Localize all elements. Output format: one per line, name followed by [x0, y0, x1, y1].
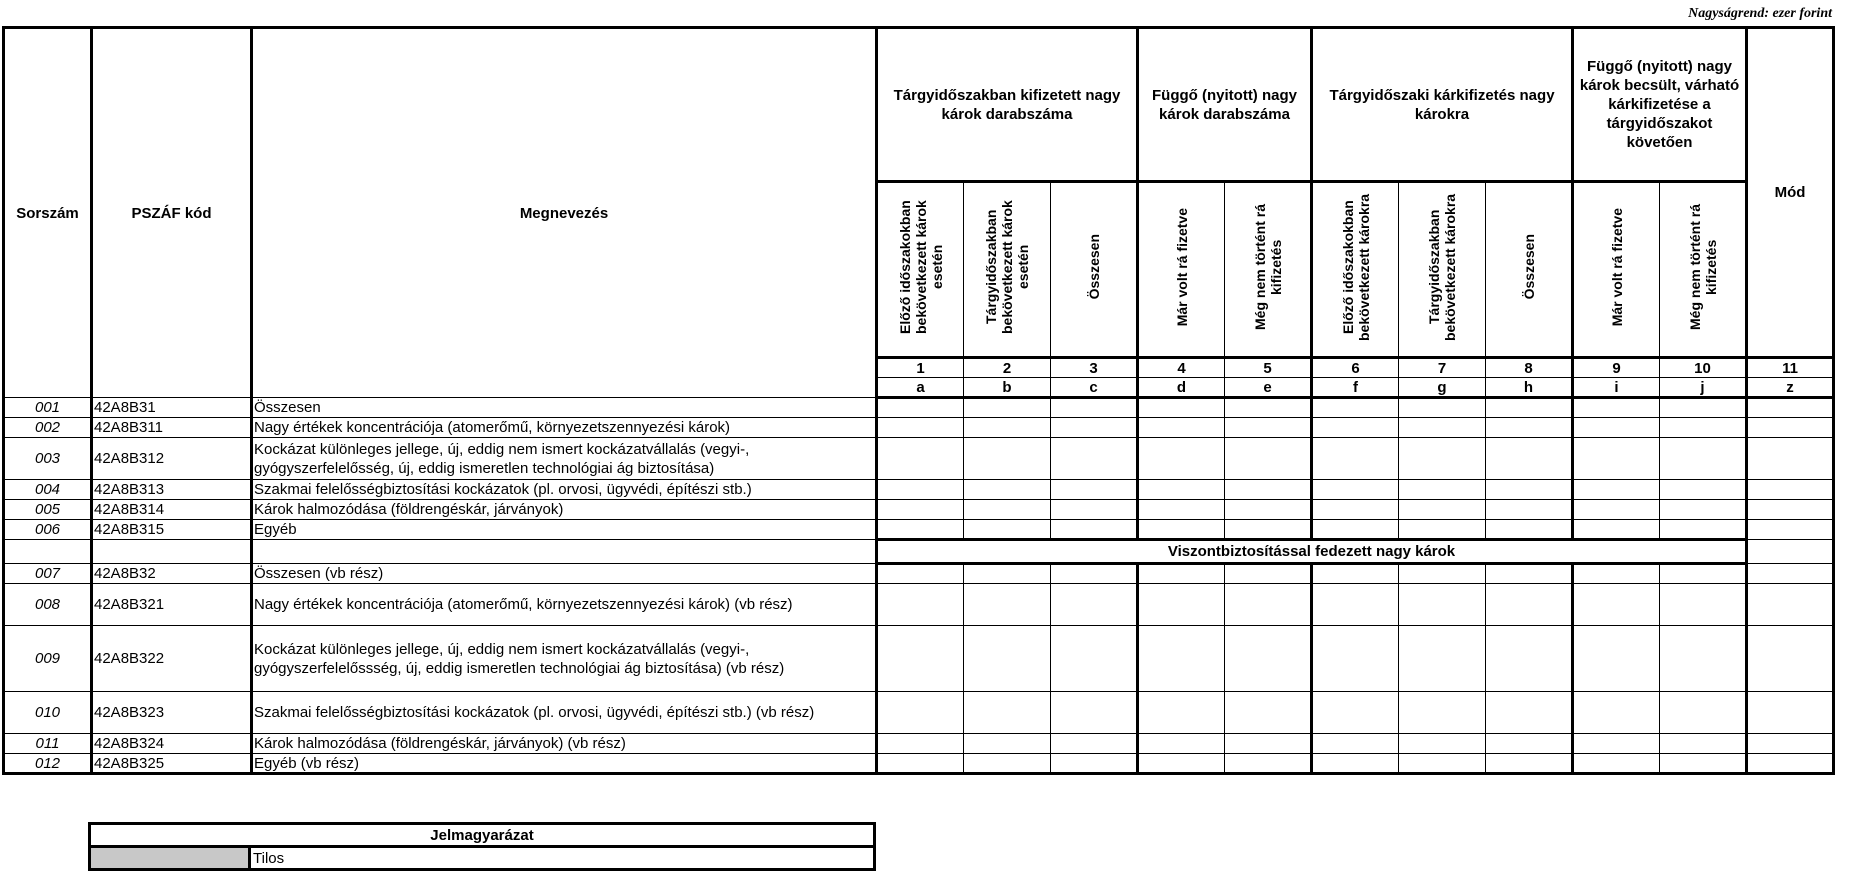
data-cell[interactable]	[1660, 520, 1747, 540]
data-cell[interactable]	[1312, 500, 1399, 520]
data-cell[interactable]	[1051, 480, 1138, 500]
header-col-2-label: Tárgyidőszakban bekövetkezett károk esetén	[983, 200, 1031, 334]
data-cell[interactable]	[1486, 418, 1573, 438]
data-cell[interactable]	[964, 520, 1051, 540]
header-mod: Mód	[1747, 28, 1834, 358]
row-sorszam: 003	[4, 438, 92, 480]
row-kod: 42A8B314	[92, 500, 252, 520]
header-col-3	[1051, 182, 1138, 358]
data-cell[interactable]	[1051, 438, 1138, 480]
data-cell[interactable]	[1225, 500, 1312, 520]
data-cell[interactable]	[1138, 754, 1225, 774]
row-nev: Összesen (vb rész)	[252, 564, 877, 584]
col-num-1: 1	[877, 358, 964, 378]
data-cell[interactable]	[1573, 480, 1660, 500]
row-kod: 42A8B315	[92, 520, 252, 540]
data-cell[interactable]	[1573, 418, 1660, 438]
header-col-1-label: Előző időszakokban bekövetkezett károk esetén	[896, 200, 945, 334]
data-cell[interactable]	[1138, 500, 1225, 520]
data-cell[interactable]	[1747, 584, 1834, 626]
data-cell[interactable]	[964, 500, 1051, 520]
data-cell[interactable]	[1486, 584, 1573, 626]
data-cell[interactable]	[1747, 754, 1834, 774]
table-row	[4, 418, 1834, 438]
data-cell[interactable]	[1138, 398, 1225, 418]
header-megnevezes: Megnevezés	[252, 28, 877, 398]
data-cell[interactable]	[1399, 438, 1486, 480]
header-col-4-label: Már volt rá fizetve	[1173, 207, 1190, 327]
header-col-10	[1660, 182, 1747, 358]
data-cell[interactable]	[1138, 584, 1225, 626]
header-group-varhato: Függő (nyitott) nagy károk becsült, várható kárkifizetése a tárgyidőszakot követően	[1573, 28, 1747, 182]
row-sorszam: 010	[4, 692, 92, 734]
col-letter-d: d	[1138, 378, 1225, 398]
data-cell[interactable]	[1399, 520, 1486, 540]
data-cell[interactable]	[1660, 692, 1747, 734]
data-cell[interactable]	[1051, 734, 1138, 754]
header-col-7	[1399, 182, 1486, 358]
data-cell[interactable]	[877, 692, 964, 734]
header-col-1	[877, 182, 964, 358]
data-cell[interactable]	[1486, 692, 1573, 734]
data-cell[interactable]	[1312, 418, 1399, 438]
data-cell[interactable]	[964, 480, 1051, 500]
table-row	[4, 754, 1834, 774]
data-cell[interactable]	[1573, 520, 1660, 540]
data-cell[interactable]	[1051, 564, 1138, 584]
data-cell[interactable]	[1138, 520, 1225, 540]
data-cell[interactable]	[877, 626, 964, 692]
data-cell[interactable]	[1747, 734, 1834, 754]
data-cell[interactable]	[1573, 564, 1660, 584]
blank-cell	[4, 540, 92, 564]
data-cell[interactable]	[1747, 692, 1834, 734]
blank-cell	[1747, 540, 1834, 564]
header-col-10-label: Még nem történt rá kifizetés	[1686, 204, 1719, 331]
header-col-2	[964, 182, 1051, 358]
header-col-8	[1486, 182, 1573, 358]
row-sorszam: 005	[4, 500, 92, 520]
row-sorszam: 008	[4, 584, 92, 626]
data-cell[interactable]	[1399, 734, 1486, 754]
data-cell[interactable]	[1660, 734, 1747, 754]
data-cell[interactable]	[1573, 584, 1660, 626]
data-cell[interactable]	[964, 626, 1051, 692]
col-num-10: 10	[1660, 358, 1747, 378]
data-cell[interactable]	[964, 564, 1051, 584]
data-cell[interactable]	[1138, 564, 1225, 584]
col-num-2: 2	[964, 358, 1051, 378]
data-cell[interactable]	[1660, 626, 1747, 692]
row-kod: 42A8B325	[92, 754, 252, 774]
data-cell[interactable]	[1051, 692, 1138, 734]
data-cell[interactable]	[1138, 480, 1225, 500]
data-cell[interactable]	[877, 480, 964, 500]
header-pszaf-kod: PSZÁF kód	[92, 28, 252, 398]
data-cell[interactable]	[1399, 418, 1486, 438]
data-cell[interactable]	[1138, 692, 1225, 734]
data-cell[interactable]	[1747, 500, 1834, 520]
data-cell[interactable]	[964, 584, 1051, 626]
data-cell[interactable]	[877, 584, 964, 626]
data-cell[interactable]	[1312, 398, 1399, 418]
data-cell[interactable]	[1138, 438, 1225, 480]
col-letter-h: h	[1486, 378, 1573, 398]
row-nev: Nagy értékek koncentrációja (atomerőmű, környezetszennyezési károk)	[252, 418, 877, 438]
table-row	[4, 564, 1834, 584]
data-cell[interactable]	[1225, 480, 1312, 500]
data-cell[interactable]	[1051, 584, 1138, 626]
data-cell[interactable]	[1573, 438, 1660, 480]
data-cell[interactable]	[1747, 418, 1834, 438]
col-letter-g: g	[1399, 378, 1486, 398]
data-cell[interactable]	[1660, 754, 1747, 774]
data-cell[interactable]	[1660, 398, 1747, 418]
data-cell[interactable]	[877, 564, 964, 584]
data-cell[interactable]	[1225, 692, 1312, 734]
section-banner-row	[4, 540, 1834, 564]
data-cell[interactable]	[877, 754, 964, 774]
data-cell[interactable]	[1312, 564, 1399, 584]
row-nev: Egyéb (vb rész)	[252, 754, 877, 774]
row-kod: 42A8B323	[92, 692, 252, 734]
data-cell[interactable]	[1138, 418, 1225, 438]
header-col-8-label: Összesen	[1520, 234, 1537, 300]
data-cell[interactable]	[1225, 398, 1312, 418]
data-cell[interactable]	[1399, 564, 1486, 584]
row-kod: 42A8B321	[92, 584, 252, 626]
row-sorszam: 002	[4, 418, 92, 438]
header-group-kifizetett-darab: Tárgyidőszakban kifizetett nagy károk darabszáma	[877, 28, 1138, 182]
col-letter-j: j	[1660, 378, 1747, 398]
table-row	[4, 692, 1834, 734]
report-table	[2, 26, 1835, 775]
table-row	[4, 438, 1834, 480]
col-num-4: 4	[1138, 358, 1225, 378]
data-cell[interactable]	[877, 520, 964, 540]
data-cell[interactable]	[1225, 754, 1312, 774]
row-sorszam: 004	[4, 480, 92, 500]
col-letter-i: i	[1573, 378, 1660, 398]
data-cell[interactable]	[877, 438, 964, 480]
header-col-3-label: Összesen	[1085, 234, 1102, 300]
row-nev: Szakmai felelősségbiztosítási kockázatok (pl. orvosi, ügyvédi, építészi stb.) (vb rész)	[252, 692, 877, 734]
data-cell[interactable]	[1051, 398, 1138, 418]
row-kod: 42A8B324	[92, 734, 252, 754]
data-cell[interactable]	[877, 500, 964, 520]
data-cell[interactable]	[1225, 520, 1312, 540]
data-cell[interactable]	[1660, 438, 1747, 480]
unit-note: Nagyságrend: ezer forint	[1688, 6, 1832, 21]
data-cell[interactable]	[1486, 754, 1573, 774]
data-cell[interactable]	[1660, 418, 1747, 438]
row-nev: Egyéb	[252, 520, 877, 540]
header-col-9	[1573, 182, 1660, 358]
data-cell[interactable]	[1660, 500, 1747, 520]
data-cell[interactable]	[1486, 564, 1573, 584]
table-row	[4, 500, 1834, 520]
row-kod: 42A8B32	[92, 564, 252, 584]
header-group-karkifizetes: Tárgyidőszaki kárkifizetés nagy károkra	[1312, 28, 1573, 182]
data-cell[interactable]	[1312, 480, 1399, 500]
data-cell[interactable]	[1747, 520, 1834, 540]
row-nev: Károk halmozódása (földrengéskár, járványok)	[252, 500, 877, 520]
data-cell[interactable]	[1573, 398, 1660, 418]
data-cell[interactable]	[1747, 564, 1834, 584]
legend-tilos-label: Tilos	[250, 847, 875, 870]
header-group-fuggo-darab: Függő (nyitott) nagy károk darabszáma	[1138, 28, 1312, 182]
data-cell[interactable]	[1486, 438, 1573, 480]
legend	[88, 822, 876, 871]
data-cell[interactable]	[1486, 500, 1573, 520]
col-letter-b: b	[964, 378, 1051, 398]
col-num-3: 3	[1051, 358, 1138, 378]
row-sorszam: 001	[4, 398, 92, 418]
data-cell[interactable]	[1225, 626, 1312, 692]
row-sorszam: 009	[4, 626, 92, 692]
row-sorszam: 012	[4, 754, 92, 774]
header-sorszam: Sorszám	[4, 28, 92, 398]
col-num-11: 11	[1747, 358, 1834, 378]
data-cell[interactable]	[1399, 584, 1486, 626]
col-letter-f: f	[1312, 378, 1399, 398]
data-cell[interactable]	[1660, 564, 1747, 584]
col-letter-e: e	[1225, 378, 1312, 398]
data-cell[interactable]	[964, 438, 1051, 480]
data-cell[interactable]	[1312, 438, 1399, 480]
row-nev: Károk halmozódása (földrengéskár, járványok) (vb rész)	[252, 734, 877, 754]
col-letter-a: a	[877, 378, 964, 398]
data-cell[interactable]	[1225, 564, 1312, 584]
col-num-9: 9	[1573, 358, 1660, 378]
data-cell[interactable]	[1660, 584, 1747, 626]
row-nev: Összesen	[252, 398, 877, 418]
data-cell[interactable]	[1486, 480, 1573, 500]
header-col-4	[1138, 182, 1225, 358]
data-cell[interactable]	[1225, 734, 1312, 754]
data-cell[interactable]	[1051, 520, 1138, 540]
row-nev: Kockázat különleges jellege, új, eddig nem ismert kockázatvállalás (vegyi-, gyógyszerfelelőssség, új, eddig ismeretlen technológiai ág biztosítása) (vb rész)	[252, 626, 877, 692]
header-col-5-label: Még nem történt rá kifizetés	[1251, 204, 1284, 331]
header-col-7-label: Tárgyidőszakban bekövetkezett károkra	[1426, 193, 1458, 341]
col-letter-c: c	[1051, 378, 1138, 398]
data-cell[interactable]	[1747, 438, 1834, 480]
data-cell[interactable]	[877, 398, 964, 418]
data-cell[interactable]	[1138, 626, 1225, 692]
data-cell[interactable]	[1660, 480, 1747, 500]
header-col-6	[1312, 182, 1399, 358]
data-cell[interactable]	[1399, 626, 1486, 692]
data-cell[interactable]	[1051, 500, 1138, 520]
table-row	[4, 480, 1834, 500]
col-num-5: 5	[1225, 358, 1312, 378]
col-num-8: 8	[1486, 358, 1573, 378]
data-cell[interactable]	[1051, 418, 1138, 438]
row-sorszam: 011	[4, 734, 92, 754]
data-cell[interactable]	[1573, 754, 1660, 774]
table-row	[4, 734, 1834, 754]
data-cell[interactable]	[1312, 626, 1399, 692]
header-col-6-label: Előző időszakokban bekövetkezett károkra	[1339, 193, 1372, 341]
data-cell[interactable]	[1225, 438, 1312, 480]
col-letter-z: z	[1747, 378, 1834, 398]
data-cell[interactable]	[964, 754, 1051, 774]
row-nev: Nagy értékek koncentrációja (atomerőmű, környezetszennyezési károk) (vb rész)	[252, 584, 877, 626]
data-cell[interactable]	[1312, 692, 1399, 734]
data-cell[interactable]	[1573, 626, 1660, 692]
data-cell[interactable]	[1486, 520, 1573, 540]
row-sorszam: 007	[4, 564, 92, 584]
legend-title: Jelmagyarázat	[90, 824, 875, 847]
row-kod: 42A8B322	[92, 626, 252, 692]
data-cell[interactable]	[1312, 734, 1399, 754]
col-num-7: 7	[1399, 358, 1486, 378]
data-cell[interactable]	[964, 398, 1051, 418]
row-sorszam: 006	[4, 520, 92, 540]
data-cell[interactable]	[877, 418, 964, 438]
blank-cell	[252, 540, 877, 564]
data-cell[interactable]	[1312, 520, 1399, 540]
blank-cell	[92, 540, 252, 564]
data-cell[interactable]	[1573, 500, 1660, 520]
data-cell[interactable]	[1486, 734, 1573, 754]
data-cell[interactable]	[1051, 626, 1138, 692]
data-cell[interactable]	[1225, 418, 1312, 438]
data-cell[interactable]	[1747, 480, 1834, 500]
data-cell[interactable]	[1225, 584, 1312, 626]
legend-tilos-swatch	[90, 847, 250, 870]
data-cell[interactable]	[1747, 398, 1834, 418]
col-num-6: 6	[1312, 358, 1399, 378]
table-row	[4, 398, 1834, 418]
data-cell[interactable]	[1573, 692, 1660, 734]
data-cell[interactable]	[1399, 480, 1486, 500]
data-cell[interactable]	[1399, 500, 1486, 520]
section-banner: Viszontbiztosítással fedezett nagy károk	[877, 540, 1747, 564]
row-kod: 42A8B311	[92, 418, 252, 438]
data-cell[interactable]	[1486, 398, 1573, 418]
data-cell[interactable]	[877, 734, 964, 754]
data-cell[interactable]	[1312, 754, 1399, 774]
row-kod: 42A8B313	[92, 480, 252, 500]
header-col-5	[1225, 182, 1312, 358]
data-cell[interactable]	[1486, 626, 1573, 692]
row-nev: Kockázat különleges jellege, új, eddig nem ismert kockázatvállalás (vegyi-, gyógyszerfelelősség, új, eddig ismeretlen technológiai ág biztosítása)	[252, 438, 877, 480]
row-nev: Szakmai felelősségbiztosítási kockázatok (pl. orvosi, ügyvédi, építészi stb.)	[252, 480, 877, 500]
header-col-9-label: Már volt rá fizetve	[1608, 207, 1625, 327]
data-cell[interactable]	[1747, 626, 1834, 692]
data-cell[interactable]	[1399, 754, 1486, 774]
table-row	[4, 520, 1834, 540]
data-cell[interactable]	[1312, 584, 1399, 626]
data-cell[interactable]	[1138, 734, 1225, 754]
data-cell[interactable]	[1573, 734, 1660, 754]
table-row	[4, 626, 1834, 692]
data-cell[interactable]	[1399, 692, 1486, 734]
data-cell[interactable]	[1399, 398, 1486, 418]
data-cell[interactable]	[964, 734, 1051, 754]
data-cell[interactable]	[964, 418, 1051, 438]
table-row	[4, 584, 1834, 626]
data-cell[interactable]	[1051, 754, 1138, 774]
row-kod: 42A8B31	[92, 398, 252, 418]
data-cell[interactable]	[964, 692, 1051, 734]
row-kod: 42A8B312	[92, 438, 252, 480]
